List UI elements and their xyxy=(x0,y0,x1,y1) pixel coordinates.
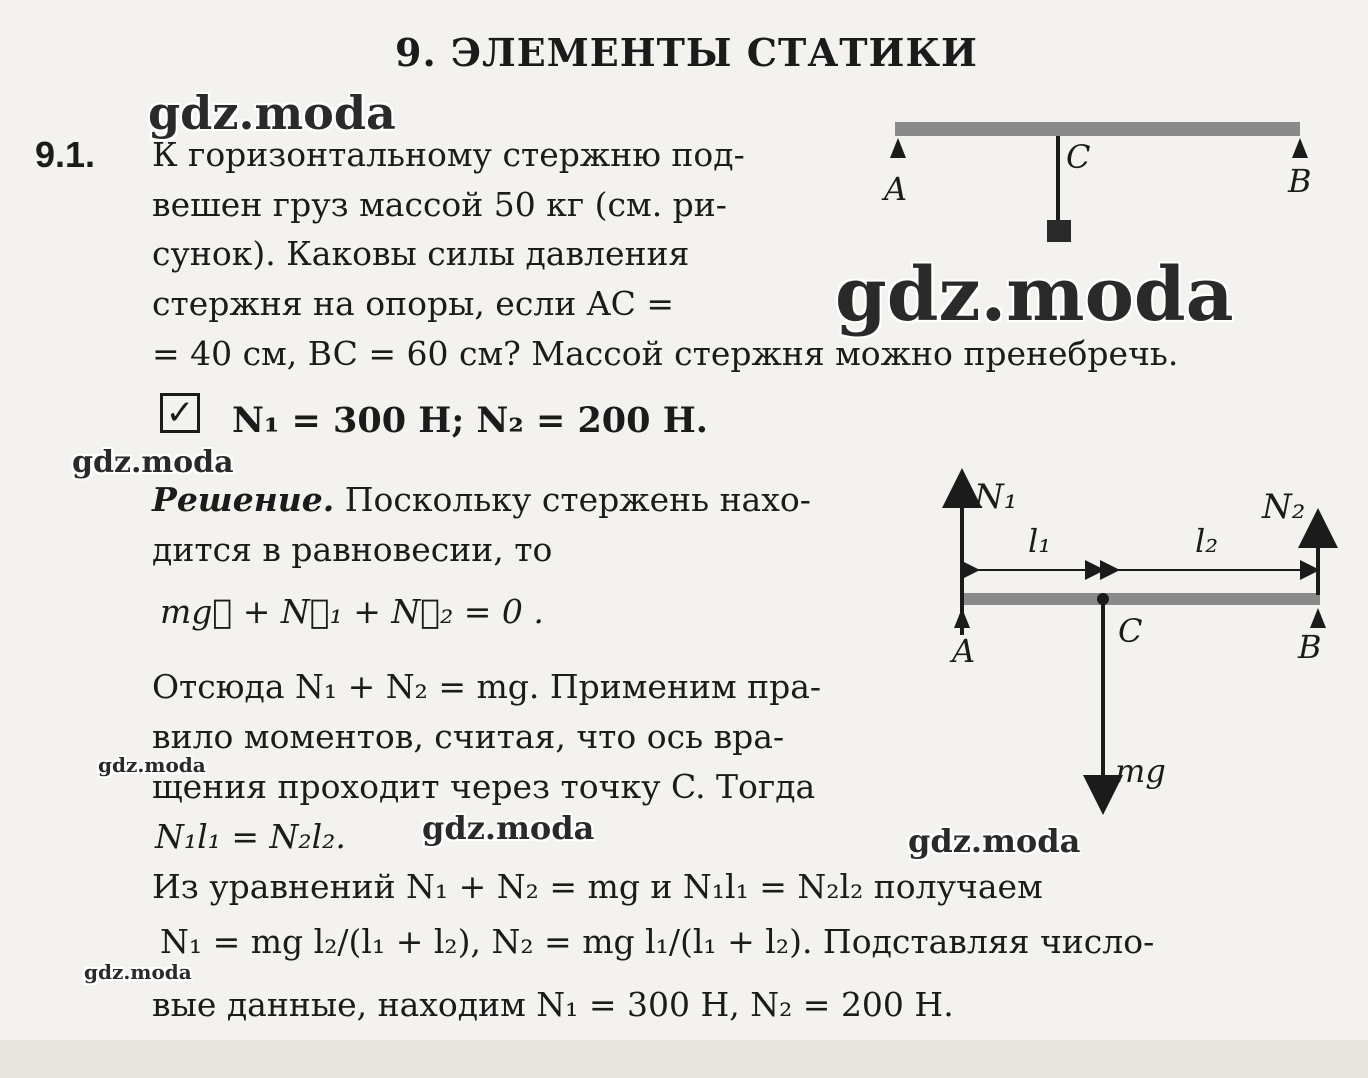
label-c: C xyxy=(1066,138,1091,176)
watermark: gdz.moda xyxy=(148,86,396,140)
checkbox-check-icon: ✓ xyxy=(160,393,200,433)
solution-line-1 xyxy=(152,480,811,519)
label-n1: N₁ xyxy=(974,477,1018,517)
label-l2: l₂ xyxy=(1195,522,1219,560)
solution-line-5: щения проходит через точку C. Тогда xyxy=(152,767,816,806)
figure-rod-load xyxy=(870,110,1320,250)
solution-line-1-text: Поскольку стержень нахо- xyxy=(334,480,811,519)
equation-equilibrium: mg⃗ + N⃗₁ + N⃗₂ = 0 . xyxy=(160,592,544,631)
rod xyxy=(960,593,1320,605)
problem-line-4: стержня на опоры, если AC = xyxy=(152,284,674,323)
support-a-icon xyxy=(890,138,906,158)
label-l1: l₁ xyxy=(1028,522,1052,560)
solution-label: Решение. xyxy=(152,480,335,519)
support-a-icon xyxy=(954,608,970,628)
problem-line-5: = 40 см, BC = 60 см? Массой стержня можно пренебречь. xyxy=(152,334,1179,373)
solution-line-4: вило моментов, считая, что ось вра- xyxy=(152,717,785,756)
solution-line-7: N₁ = mg l₂/(l₁ + l₂), N₂ = mg l₁/(l₁ + l₂). Подставляя число- xyxy=(160,922,1155,961)
solution-line-6: Из уравнений N₁ + N₂ = mg и N₁l₁ = N₂l₂ получаем xyxy=(152,867,1043,906)
problem-line-1: К горизонтальному стержню под- xyxy=(152,135,745,174)
label-a: A xyxy=(884,170,908,208)
label-b: B xyxy=(1288,162,1312,200)
answer: N₁ = 300 Н; N₂ = 200 Н. xyxy=(232,400,708,441)
page-bottom-strip xyxy=(0,1040,1368,1078)
watermark: gdz.moda xyxy=(98,753,206,777)
label-n2: N₂ xyxy=(1262,487,1306,527)
watermark: gdz.moda xyxy=(908,822,1081,860)
problem-number: 9.1. xyxy=(35,134,96,175)
label-b: B xyxy=(1298,628,1322,666)
solution-line-2: дится в равновесии, то xyxy=(152,530,553,569)
watermark: gdz.moda xyxy=(72,445,234,480)
problem-line-2: вешен груз массой 50 кг (см. ри- xyxy=(152,185,727,224)
point-c xyxy=(1097,593,1109,605)
support-b-icon xyxy=(1310,608,1326,628)
label-a: A xyxy=(952,632,976,670)
load-block xyxy=(1047,220,1071,242)
equation-moments: N₁l₁ = N₂l₂. xyxy=(155,817,346,856)
label-mg: mg xyxy=(1115,752,1166,790)
section-title: 9. ЭЛЕМЕНТЫ СТАТИКИ xyxy=(395,30,978,75)
problem-line-3: сунок). Каковы силы давления xyxy=(152,234,690,273)
watermark: gdz.moda xyxy=(422,809,595,847)
solution-line-3: Отсюда N₁ + N₂ = mg. Применим пра- xyxy=(152,667,822,706)
solution-line-8: вые данные, находим N₁ = 300 Н, N₂ = 200 Н. xyxy=(152,985,954,1024)
rod xyxy=(895,122,1300,136)
support-b-icon xyxy=(1292,138,1308,158)
watermark: gdz.moda xyxy=(835,252,1234,338)
label-c: C xyxy=(1118,612,1143,650)
figure-force-diagram xyxy=(940,460,1340,820)
watermark: gdz.moda xyxy=(84,960,192,984)
